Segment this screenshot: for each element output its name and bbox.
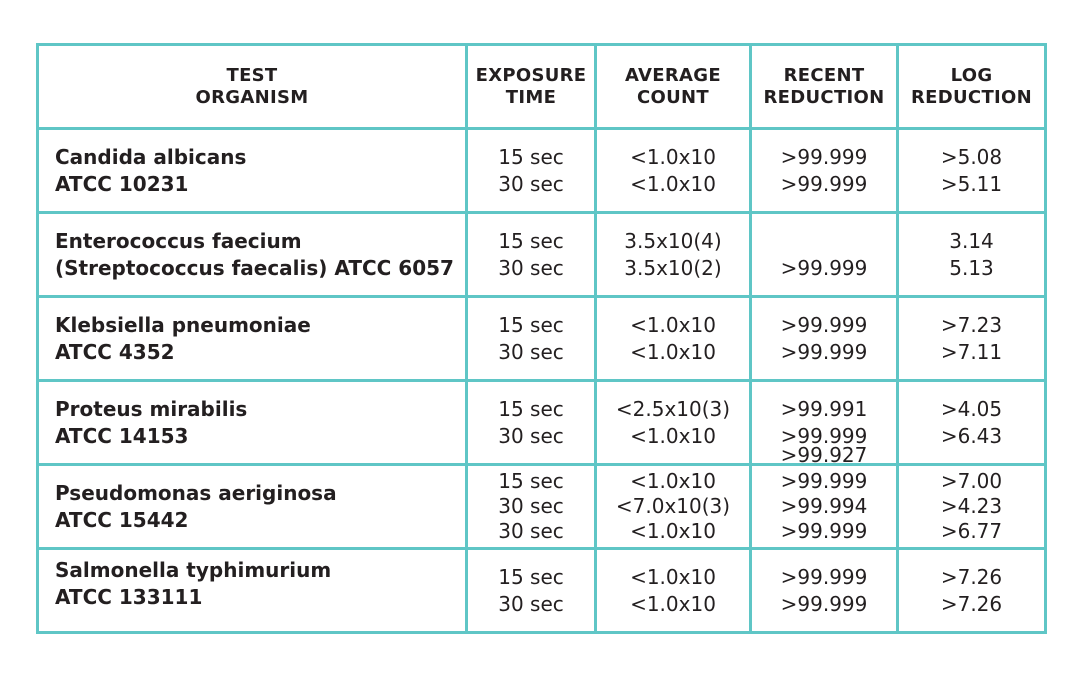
test-results-table-container [36,43,1044,631]
organism-cell [38,381,467,465]
recent-reduction-value: >99.999 [780,423,868,448]
log-reduction-cell [898,465,1046,549]
exposure-time-value: 30 sec [498,519,564,543]
organism-strain: ATCC 10231 [55,171,189,196]
exposure-time-cell [467,381,596,465]
organism-cell [38,213,467,297]
organism-strain: ATCC 4352 [55,339,175,364]
header-exposure-time [467,45,596,129]
average-count-value: 3.5x10(4) [624,228,722,253]
exposure-time-value: 15 sec [498,144,564,169]
average-count-value: <2.5x10(3) [615,396,731,421]
exposure-time-value: 15 sec [498,564,564,589]
log-reduction-cell [898,381,1046,465]
header-line: EXPOSURE [475,64,587,86]
log-reduction-value: 5.13 [949,255,994,280]
log-reduction-cell [898,297,1046,381]
average-count-value: <7.0x10(3) [615,494,731,518]
table-row [38,213,1046,297]
organism-name: Salmonella typhimurium [55,557,332,582]
recent-reduction-value: >99.999 [780,255,868,280]
header-line: REDUCTION [763,86,885,108]
test-results-table [36,43,1047,634]
recent-reduction-value: >99.999 [780,564,868,589]
header-log-reduction [898,45,1046,129]
recent-reduction-value: >99.999 [780,171,868,196]
recent-reduction-value: >99.991 [780,396,868,421]
header-line: TEST [226,64,278,86]
average-count-value: <1.0x10 [630,171,716,196]
recent-reduction-cell [751,213,898,297]
average-count-cell [596,297,751,381]
recent-reduction-cell [751,129,898,213]
average-count-value: <1.0x10 [630,469,716,493]
average-count-value: 3.5x10(2) [624,255,722,280]
exposure-time-value: 15 sec [498,228,564,253]
log-reduction-value: >5.11 [940,171,1003,196]
recent-reduction-cell [751,381,898,465]
log-reduction-cell [898,213,1046,297]
log-reduction-cell [898,549,1046,633]
recent-reduction-cell [751,549,898,633]
log-reduction-value: >7.11 [940,339,1003,364]
recent-reduction-value: >99.999 [780,144,868,169]
average-count-value: <1.0x10 [630,144,716,169]
organism-strain: ATCC 15442 [55,507,189,532]
average-count-value: <1.0x10 [630,519,716,543]
exposure-time-value: 30 sec [498,171,564,196]
recent-reduction-value [752,228,896,255]
exposure-time-cell [467,297,596,381]
exposure-time-value: 30 sec [498,339,564,364]
organism-name: Candida albicans [55,144,247,169]
average-count-cell [596,465,751,549]
table-row [38,465,1046,549]
exposure-time-value: 30 sec [498,494,564,518]
recent-reduction-value: >99.999 [780,312,868,337]
average-count-cell [596,213,751,297]
average-count-cell [596,549,751,633]
average-count-cell [596,381,751,465]
log-reduction-value: >7.23 [940,312,1003,337]
organism-cell [38,297,467,381]
table-row [38,381,1046,465]
organism-name: Klebsiella pneumoniae [55,312,311,337]
exposure-time-cell [467,465,596,549]
recent-reduction-cell [751,297,898,381]
log-reduction-cell [898,129,1046,213]
header-line: LOG [950,64,993,86]
organism-strain: ATCC 14153 [55,423,189,448]
average-count-value: <1.0x10 [630,339,716,364]
average-count-cell [596,129,751,213]
exposure-time-value: 15 sec [498,469,564,493]
log-reduction-value: >6.77 [940,519,1003,543]
organism-cell [38,549,467,633]
exposure-time-value: 30 sec [498,255,564,280]
exposure-time-cell [467,549,596,633]
exposure-time-value: 30 sec [498,423,564,448]
table-row [38,549,1046,633]
table-row [38,297,1046,381]
exposure-time-value: 15 sec [498,396,564,421]
log-reduction-value: >6.43 [940,423,1003,448]
average-count-value: <1.0x10 [630,312,716,337]
average-count-value: <1.0x10 [630,564,716,589]
log-reduction-value: >4.23 [940,494,1003,518]
organism-strain: (Streptococcus faecalis) ATCC 6057 [55,255,454,280]
organism-name: Enterococcus faecium [55,228,302,253]
log-reduction-value: >5.08 [940,144,1003,169]
average-count-value: <1.0x10 [630,423,716,448]
header-line: REDUCTION [911,86,1032,108]
header-row [38,45,1046,129]
header-test-organism [38,45,467,129]
header-recent-reduction [751,45,898,129]
recent-reduction-value: >99.994 [780,494,868,518]
exposure-time-cell [467,129,596,213]
log-reduction-value: 3.14 [949,228,994,253]
organism-cell [38,465,467,549]
average-count-value: <1.0x10 [630,591,716,616]
recent-reduction-value: >99.999 [780,591,868,616]
exposure-time-value: 15 sec [498,312,564,337]
recent-reduction-value: >99.927 [780,442,868,467]
recent-reduction-value: >99.999 [780,469,868,493]
organism-name: Pseudomonas aeriginosa [55,480,337,505]
exposure-time-cell [467,213,596,297]
header-line: RECENT [783,64,865,86]
header-average-count [596,45,751,129]
log-reduction-value: >4.05 [940,396,1003,421]
log-reduction-value: >7.26 [940,564,1003,589]
header-line: AVERAGE [625,64,721,86]
recent-reduction-value: >99.999 [780,519,868,543]
header-line: ORGANISM [195,86,309,108]
organism-cell [38,129,467,213]
recent-reduction-cell [751,465,898,549]
organism-strain: ATCC 133111 [55,584,203,609]
recent-reduction-value: >99.999 [780,339,868,364]
log-reduction-value: >7.00 [940,469,1003,493]
header-line: COUNT [637,86,709,108]
exposure-time-value: 30 sec [498,591,564,616]
table-row [38,129,1046,213]
log-reduction-value: >7.26 [940,591,1003,616]
organism-name: Proteus mirabilis [55,396,248,421]
header-line: TIME [505,86,557,108]
